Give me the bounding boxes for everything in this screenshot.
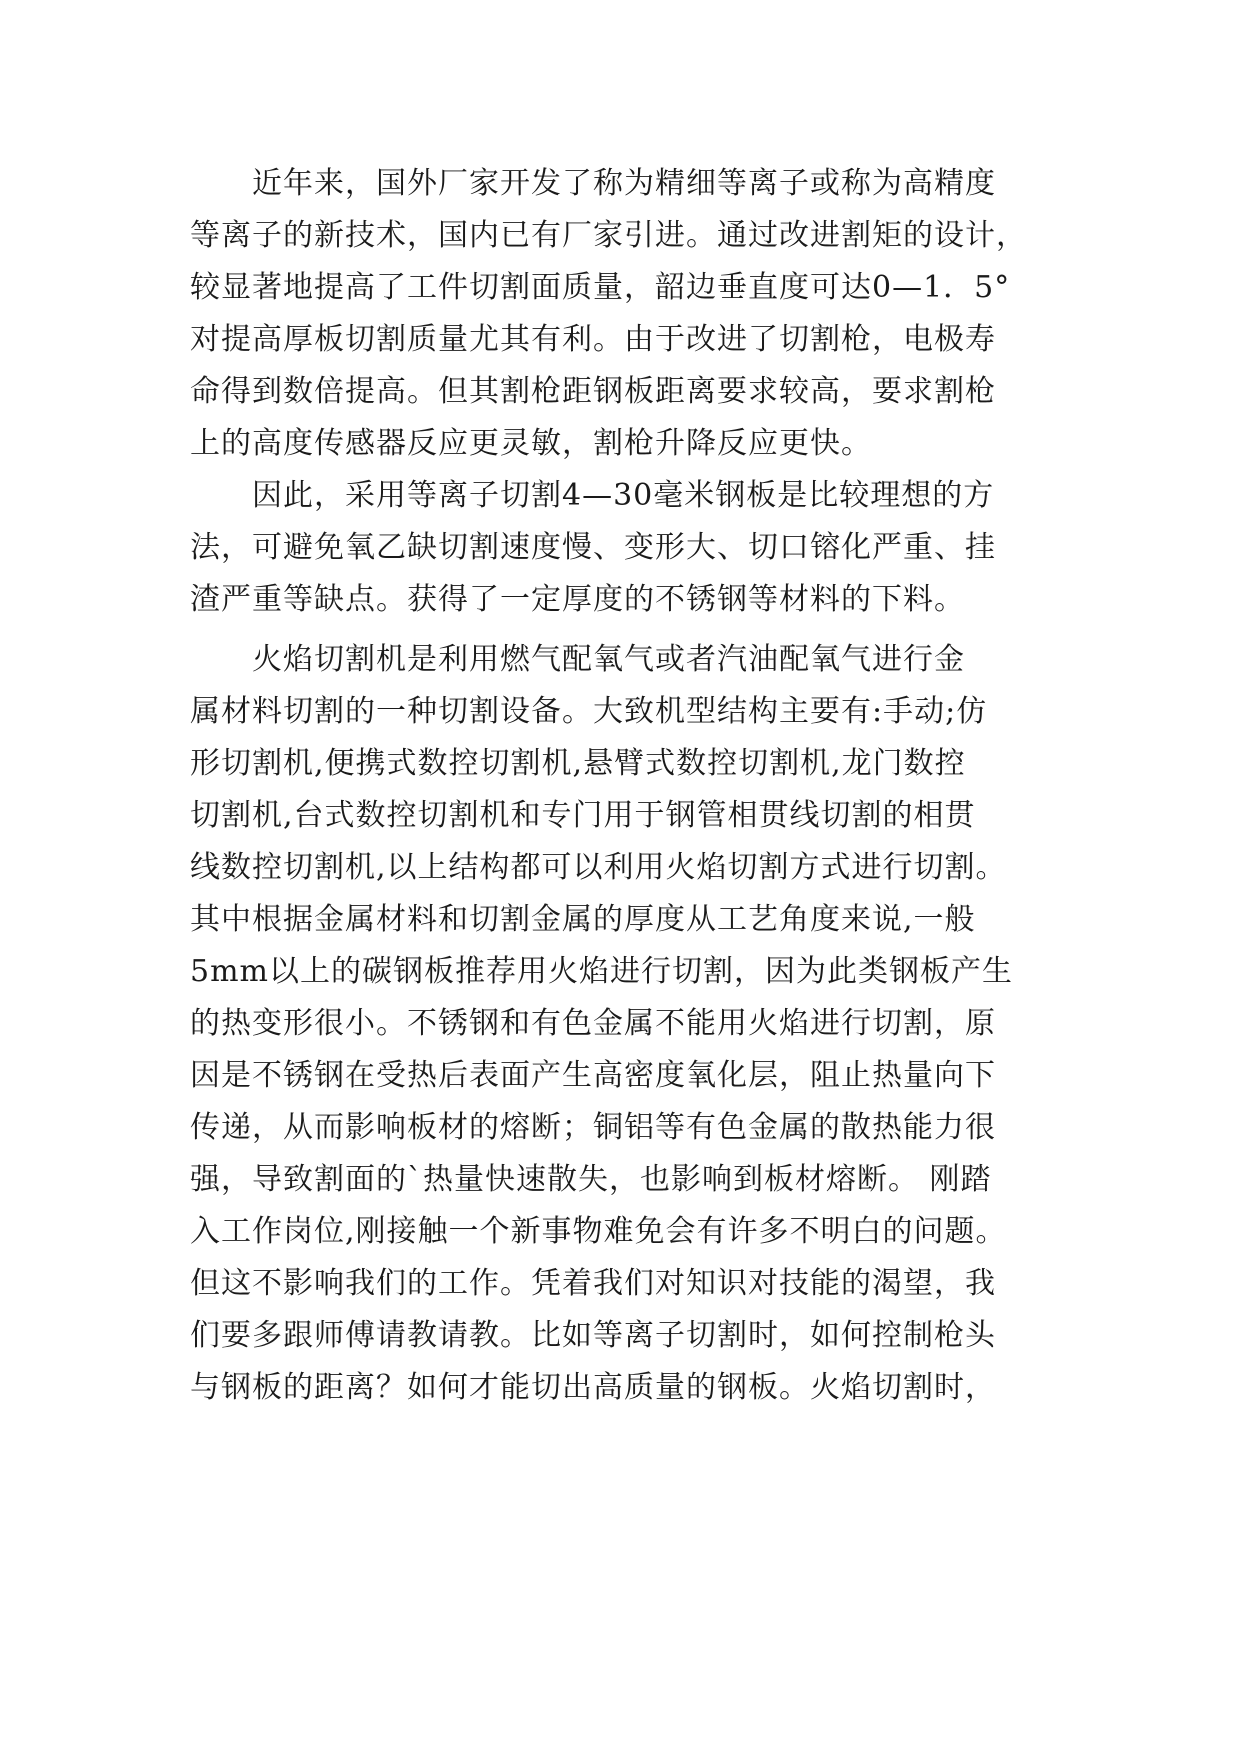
text-line: 强，导致割面的`热量快速散失，也影响到板材熔断。 刚踏 [190, 1162, 992, 1197]
text-line: 其中根据金属材料和切割金属的厚度从工艺角度来说,一般 [190, 902, 976, 937]
text-line: 但这不影响我们的工作。凭着我们对知识对技能的渴望，我 [190, 1266, 996, 1301]
text-line: 法，可避免氧乙缺切割速度慢、变形大、切口镕化严重、挂 [190, 530, 996, 565]
text-line: 较显著地提高了工件切割面质量，韶边垂直度可达0—1．5° [190, 270, 1011, 305]
text-line: 属材料切割的一种切割设备。大致机型结构主要有:手动;仿 [190, 694, 988, 729]
text-line: 与钢板的距离？如何才能切出高质量的钢板。火焰切割时， [190, 1370, 996, 1405]
text-line: 因此，采用等离子切割4—30毫米钢板是比较理想的方 [252, 478, 995, 513]
body-text [190, 158, 1090, 1414]
text-line: 切割机,台式数控切割机和专门用于钢管相贯线切割的相贯 [190, 798, 976, 833]
text-line: 线数控切割机,以上结构都可以利用火焰切割方式进行切割。 [190, 850, 1007, 885]
text-line: 命得到数倍提高。但其割枪距钢板距离要求较高，要求割枪 [190, 374, 996, 409]
text-line: 等离子的新技术，国内已有厂家引进。通过改进割矩的设计， [190, 218, 1027, 253]
text-line: 的热变形很小。不锈钢和有色金属不能用火焰进行切割，原 [190, 1006, 996, 1041]
text-line: 因是不锈钢在受热后表面产生高密度氧化层，阻止热量向下 [190, 1058, 996, 1093]
text-line: 对提高厚板切割质量尤其有利。由于改进了切割枪，电极寿 [190, 322, 996, 357]
text-line: 上的高度传感器反应更灵敏，割枪升降反应更快。 [190, 426, 872, 461]
text-line: 近年来，国外厂家开发了称为精细等离子或称为高精度 [252, 166, 996, 201]
text-line: 传递，从而影响板材的熔断；铜铝等有色金属的散热能力很 [190, 1110, 996, 1145]
text-line: 们要多跟师傅请教请教。比如等离子切割时，如何控制枪头 [190, 1318, 996, 1353]
text-line: 形切割机,便携式数控切割机,悬臂式数控切割机,龙门数控 [190, 746, 966, 781]
text-line: 入工作岗位,刚接触一个新事物难免会有许多不明白的问题。 [190, 1214, 1007, 1249]
text-line: 渣严重等缺点。获得了一定厚度的不锈钢等材料的下料。 [190, 582, 965, 617]
text-line: 火焰切割机是利用燃气配氧气或者汽油配氧气进行金 [252, 642, 965, 677]
text-line: 5mm以上的碳钢板推荐用火焰进行切割，因为此类钢板产生 [190, 954, 1013, 989]
